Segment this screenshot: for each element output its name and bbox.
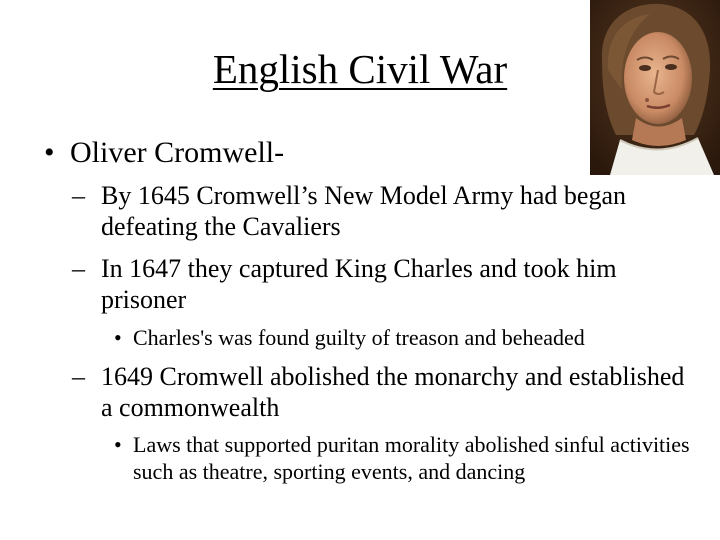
dash-marker: – (72, 181, 85, 210)
sub-bullet-text: In 1647 they captured King Charles and took him prisoner (101, 254, 617, 314)
detail-bullet-text: Laws that supported puritan morality abolished sinful activities such as theatre, sporting events, and dancing (133, 432, 690, 484)
sub-bullet-text: By 1645 Cromwell’s New Model Army had began defeating the Cavaliers (101, 181, 626, 241)
bullet-marker: • (114, 325, 122, 350)
dash-marker: – (72, 362, 85, 391)
portrait-image (590, 0, 720, 175)
sub-bullet-text: 1649 Cromwell abolished the monarchy and established a commonwealth (101, 362, 685, 422)
bullet-text: Oliver Cromwell- (70, 136, 285, 169)
bullet-marker: • (114, 432, 122, 457)
oliver-cromwell-portrait-icon (590, 0, 720, 175)
detail-bullet-text: Charles's was found guilty of treason and beheaded (133, 325, 585, 350)
dash-marker: – (72, 254, 85, 283)
slide-title-text: English Civil War (212, 46, 508, 92)
bullet-marker: • (44, 136, 55, 169)
